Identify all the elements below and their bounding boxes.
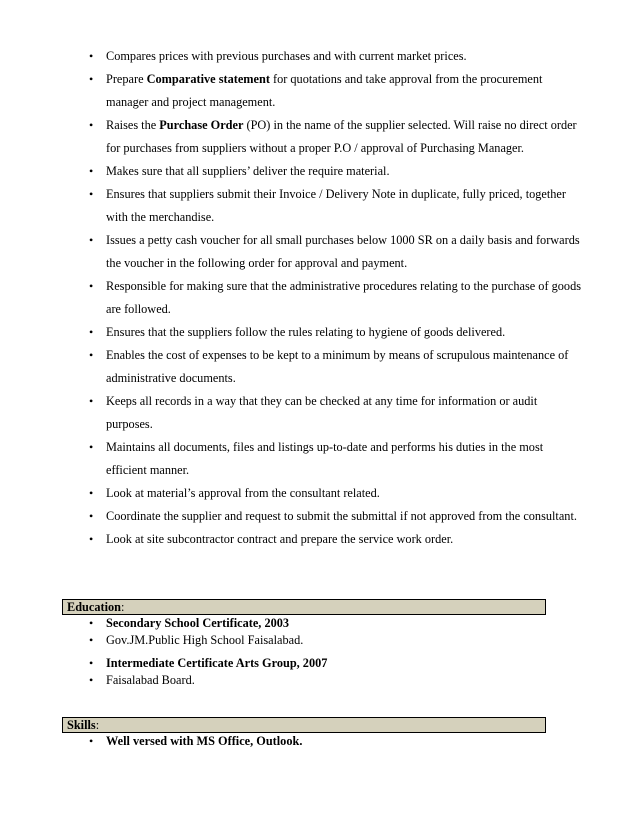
bullet: •: [89, 394, 94, 408]
education-section: [62, 599, 546, 689]
bullet: •: [89, 164, 94, 178]
duty-item: • Raises the Purchase Order (PO) in the name of the supplier selected. Will raise no direct order for purchases from suppliers without a proper P.O / approval of Purchasing Manager.: [72, 114, 582, 160]
duty-item: • Responsible for making sure that the administrative procedures relating to the purchase of goods are followed.: [72, 275, 582, 321]
bullet: •: [89, 486, 94, 500]
duty-item: • Enables the cost of expenses to be kept to a minimum by means of scrupulous maintenance of administrative documents.: [72, 344, 582, 390]
education-detail: • Faisalabad Board.: [89, 673, 195, 687]
education-title: • Secondary School Certificate, 2003: [89, 616, 290, 630]
duty-item: • Compares prices with previous purchases and with current market prices.: [72, 45, 582, 68]
duty-item: • Ensures that the suppliers follow the rules relating to hygiene of goods delivered.: [72, 321, 582, 344]
education-detail: • Gov.JM.Public High School Faisalabad.: [89, 633, 304, 647]
bullet: •: [89, 633, 94, 647]
skills-heading: Skills:: [62, 717, 546, 733]
duty-item: • Look at material’s approval from the consultant related.: [72, 482, 582, 505]
bullet: •: [89, 72, 94, 86]
education-list: [62, 615, 546, 689]
duty-item: • Maintains all documents, files and listings up-to-date and performs his duties in the most efficient manner.: [72, 436, 582, 482]
bullet: •: [89, 233, 94, 247]
bullet: •: [89, 734, 94, 748]
education-title: • Intermediate Certificate Arts Group, 2007: [89, 656, 328, 670]
bullet: •: [89, 509, 94, 523]
duties-list: [72, 45, 582, 551]
bullet: •: [89, 49, 94, 63]
bullet: •: [89, 348, 94, 362]
bullet: •: [89, 279, 94, 293]
skills-list: [62, 733, 546, 750]
bullet: •: [89, 616, 94, 630]
skills-section: [62, 717, 546, 750]
skill-item: • Well versed with MS Office, Outlook.: [89, 734, 303, 748]
bullet: •: [89, 118, 94, 132]
duty-item: • Makes sure that all suppliers’ deliver the require material.: [72, 160, 582, 183]
duty-item: • Keeps all records in a way that they can be checked at any time for information or audit purposes.: [72, 390, 582, 436]
duty-item: • Coordinate the supplier and request to submit the submittal if not approved from the consultant.: [72, 505, 582, 528]
duty-item: • Ensures that suppliers submit their Invoice / Delivery Note in duplicate, fully priced, together with the merchandise.: [72, 183, 582, 229]
duty-item: • Prepare Comparative statement for quotations and take approval from the procurement manager and project management.: [72, 68, 582, 114]
bullet: •: [89, 673, 94, 687]
bullet: •: [89, 325, 94, 339]
duty-item: • Issues a petty cash voucher for all small purchases below 1000 SR on a daily basis and forwards the voucher in the following order for approval and payment.: [72, 229, 582, 275]
bullet: •: [89, 656, 94, 670]
bullet: •: [89, 440, 94, 454]
education-heading: Education:: [62, 599, 546, 615]
bullet: •: [89, 187, 94, 201]
bullet: •: [89, 532, 94, 546]
duty-item: • Look at site subcontractor contract and prepare the service work order.: [72, 528, 582, 551]
